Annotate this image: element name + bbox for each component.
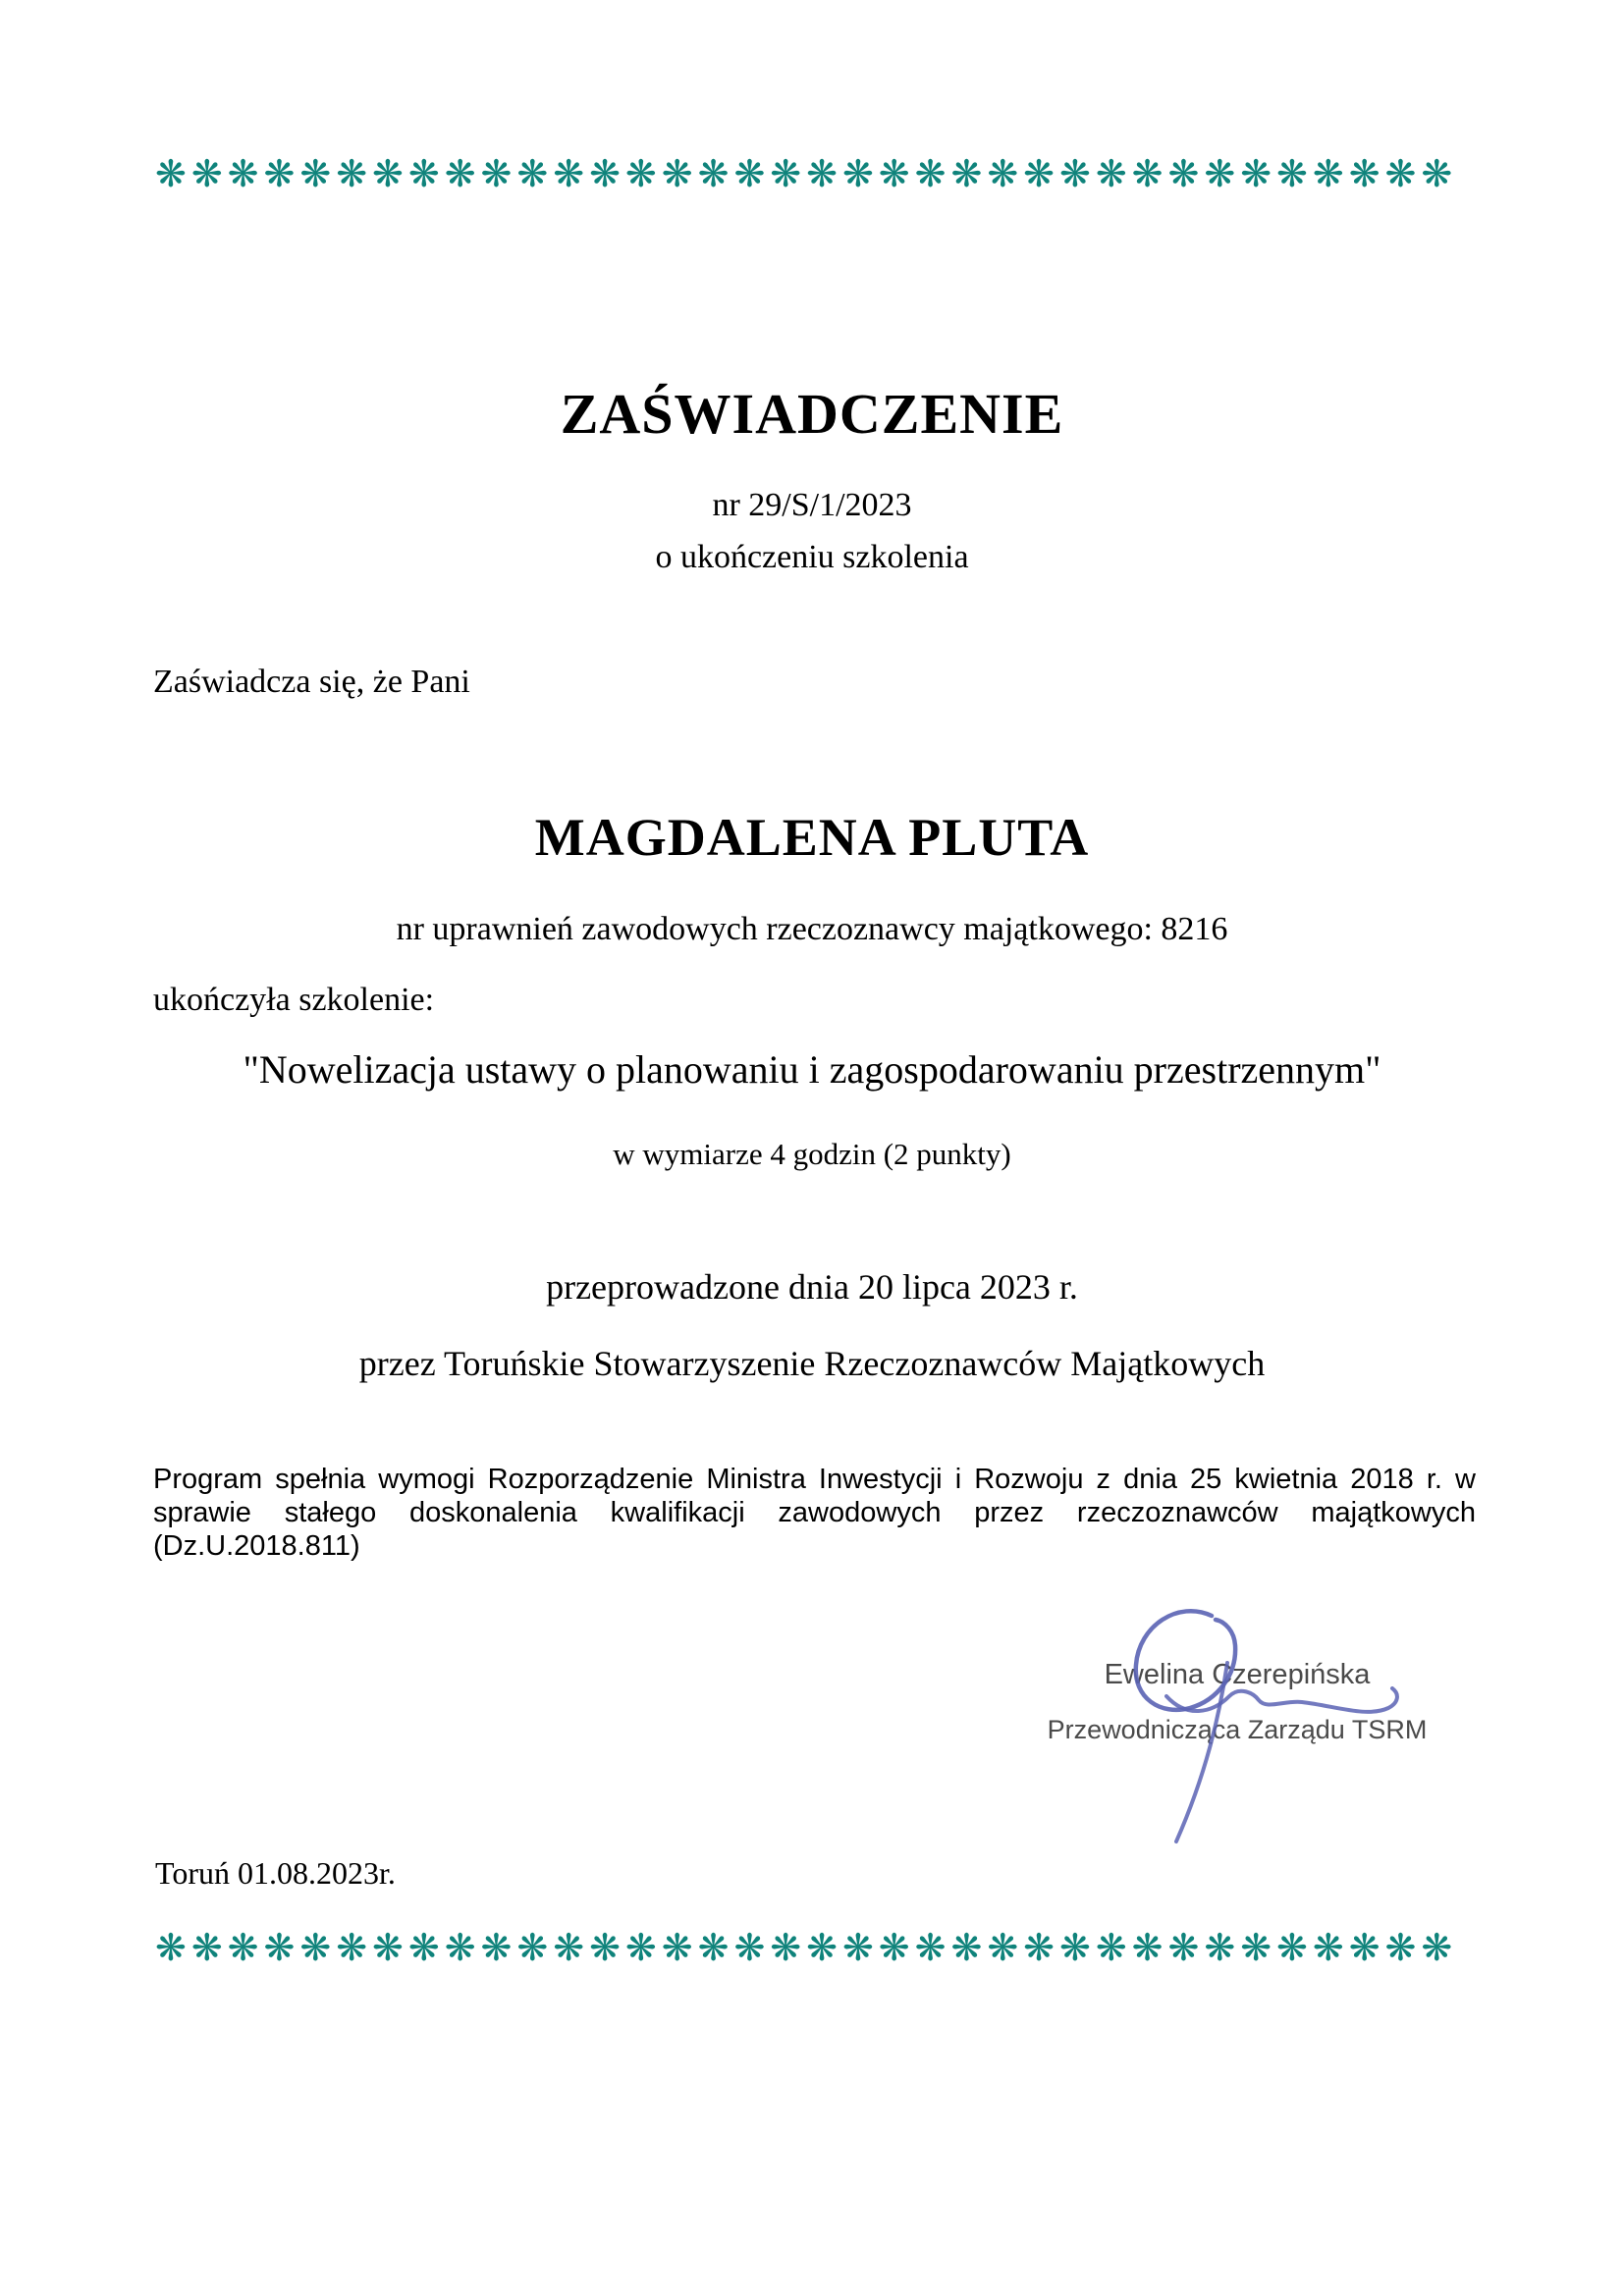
license-number-line: nr uprawnień zawodowych rzeczoznawcy majątkowego: 8216 <box>396 911 1228 947</box>
signature-block <box>1016 1659 1458 1745</box>
certificate-number: nr 29/S/1/2023 <box>712 487 912 523</box>
intro-line: Zaświadcza się, że Pani <box>153 664 470 700</box>
conducted-date-line: przeprowadzone dnia 20 lipca 2023 r. <box>546 1267 1078 1307</box>
conducted-by-line: przez Toruńskie Stowarzyszenie Rzeczoznawców Majątkowych <box>358 1344 1266 1383</box>
person-name: MAGDALENA PLUTA <box>534 808 1090 867</box>
signatory-name: Ewelina Czerepińska <box>1104 1659 1371 1690</box>
place-and-date: Toruń 01.08.2023r. <box>155 1855 396 1891</box>
signatory-role: Przewodnicząca Zarządu TSRM <box>1047 1715 1428 1744</box>
decorative-asterisk-row-bottom: ❋❋❋❋❋❋❋❋❋❋❋❋❋❋❋❋❋❋❋❋❋❋❋❋❋❋❋❋❋❋❋❋❋❋❋❋ <box>155 1926 1458 1969</box>
completed-training-label: ukończyła szkolenie: <box>153 982 435 1018</box>
course-title: "Nowelizacja ustawy o planowaniu i zagospodarowaniu przestrzennym" <box>243 1047 1381 1092</box>
decorative-asterisk-row-top: ❋❋❋❋❋❋❋❋❋❋❋❋❋❋❋❋❋❋❋❋❋❋❋❋❋❋❋❋❋❋❋❋❋❋❋❋ <box>155 152 1458 195</box>
legal-note-paragraph: Program spełnia wymogi Rozporządzenie Ministra Inwestycji i Rozwoju z dnia 25 kwietnia 2018 r. w sprawie stałego doskonalenia kwalifikacji zawodowych przez rzeczoznawców majątkowych (Dz.U.2018.811) <box>153 1464 1476 1562</box>
document-title: ZAŚWIADCZENIE <box>560 382 1064 446</box>
document-subtitle: o ukończeniu szkolenia <box>655 539 969 575</box>
course-duration: w wymiarze 4 godzin (2 punkty) <box>613 1137 1011 1171</box>
